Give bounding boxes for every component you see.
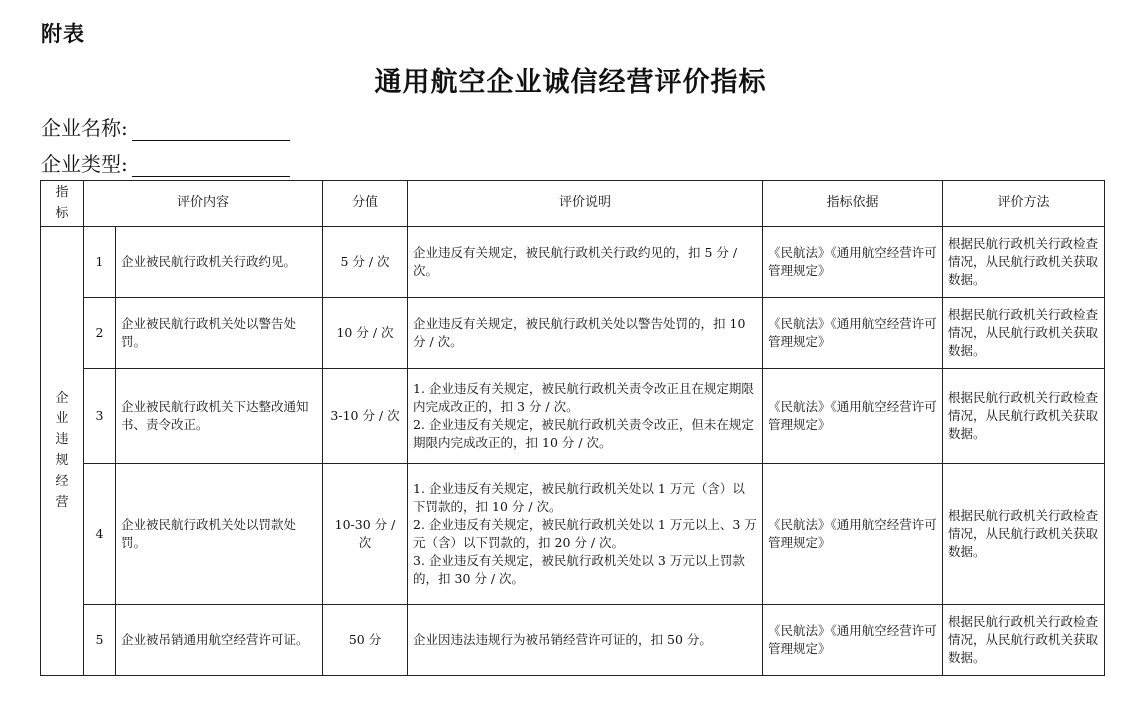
row-method: 根据民航行政机关行政检查情况，从民航行政机关获取数据。 bbox=[943, 227, 1105, 298]
document-title: 通用航空企业诚信经营评价指标 bbox=[374, 67, 767, 98]
company-type-blank bbox=[132, 154, 290, 177]
company-name-label: 企业名称: bbox=[41, 116, 128, 140]
row-number: 3 bbox=[84, 369, 116, 464]
row-content: 企业被民航行政机关处以警告处罚。 bbox=[116, 298, 323, 369]
header-basis: 指标依据 bbox=[763, 181, 943, 227]
category-label: 企业违规经营 bbox=[55, 390, 69, 510]
company-type-field bbox=[41, 148, 290, 177]
row-number: 4 bbox=[84, 464, 116, 605]
header-method: 评价方法 bbox=[943, 181, 1105, 227]
row-description: 1. 企业违反有关规定，被民航行政机关处以 1 万元（含）以下罚款的，扣 10 分 / 次。 2. 企业违反有关规定，被民航行政机关处以 1 万元以上、3 万元（含）以下罚款的，扣 20 分 / 次。 3. 企业违反有关规定，被民航行政机关处以 3 万元以上罚款的，扣 30 分 / 次。 bbox=[408, 464, 763, 605]
row-score: 10-30 分 / 次 bbox=[323, 464, 408, 605]
table-row bbox=[41, 369, 1105, 464]
header-description: 评价说明 bbox=[408, 181, 763, 227]
table-row bbox=[41, 227, 1105, 298]
row-score: 10 分 / 次 bbox=[323, 298, 408, 369]
table-row bbox=[41, 298, 1105, 369]
row-method: 根据民航行政机关行政检查情况，从民航行政机关获取数据。 bbox=[943, 298, 1105, 369]
row-number: 5 bbox=[84, 605, 116, 676]
row-number: 2 bbox=[84, 298, 116, 369]
row-basis: 《民航法》《通用航空经营许可管理规定》 bbox=[763, 369, 943, 464]
row-number: 1 bbox=[84, 227, 116, 298]
company-type-label: 企业类型: bbox=[41, 152, 128, 176]
evaluation-table bbox=[40, 180, 1105, 676]
row-score: 50 分 bbox=[323, 605, 408, 676]
category-cell bbox=[41, 227, 84, 676]
row-description: 1. 企业违反有关规定，被民航行政机关责令改正且在规定期限内完成改正的，扣 3 分 / 次。 2. 企业违反有关规定，被民航行政机关责令改正，但未在规定期限内完成改正的，扣 10 分 / 次。 bbox=[408, 369, 763, 464]
row-basis: 《民航法》《通用航空经营许可管理规定》 bbox=[763, 464, 943, 605]
row-description: 企业违反有关规定，被民航行政机关行政约见的，扣 5 分 / 次。 bbox=[408, 227, 763, 298]
header-content: 评价内容 bbox=[84, 181, 323, 227]
table-row bbox=[41, 464, 1105, 605]
row-basis: 《民航法》《通用航空经营许可管理规定》 bbox=[763, 605, 943, 676]
row-content: 企业被民航行政机关行政约见。 bbox=[116, 227, 323, 298]
table-row bbox=[41, 605, 1105, 676]
company-name-blank bbox=[132, 118, 290, 141]
row-method: 根据民航行政机关行政检查情况，从民航行政机关获取数据。 bbox=[943, 464, 1105, 605]
table-header-row bbox=[41, 181, 1105, 227]
company-name-field bbox=[41, 112, 290, 141]
row-content: 企业被民航行政机关处以罚款处罚。 bbox=[116, 464, 323, 605]
row-method: 根据民航行政机关行政检查情况，从民航行政机关获取数据。 bbox=[943, 369, 1105, 464]
row-score: 5 分 / 次 bbox=[323, 227, 408, 298]
row-content: 企业被吊销通用航空经营许可证。 bbox=[116, 605, 323, 676]
header-indicator: 指标 bbox=[41, 181, 84, 227]
row-description: 企业违反有关规定，被民航行政机关处以警告处罚的，扣 10 分 / 次。 bbox=[408, 298, 763, 369]
row-basis: 《民航法》《通用航空经营许可管理规定》 bbox=[763, 298, 943, 369]
appendix-label: 附表 bbox=[41, 22, 85, 46]
row-description: 企业因违法违规行为被吊销经营许可证的，扣 50 分。 bbox=[408, 605, 763, 676]
row-content: 企业被民航行政机关下达整改通知书、责令改正。 bbox=[116, 369, 323, 464]
row-score: 3-10 分 / 次 bbox=[323, 369, 408, 464]
row-method: 根据民航行政机关行政检查情况，从民航行政机关获取数据。 bbox=[943, 605, 1105, 676]
header-score: 分值 bbox=[323, 181, 408, 227]
row-basis: 《民航法》《通用航空经营许可管理规定》 bbox=[763, 227, 943, 298]
